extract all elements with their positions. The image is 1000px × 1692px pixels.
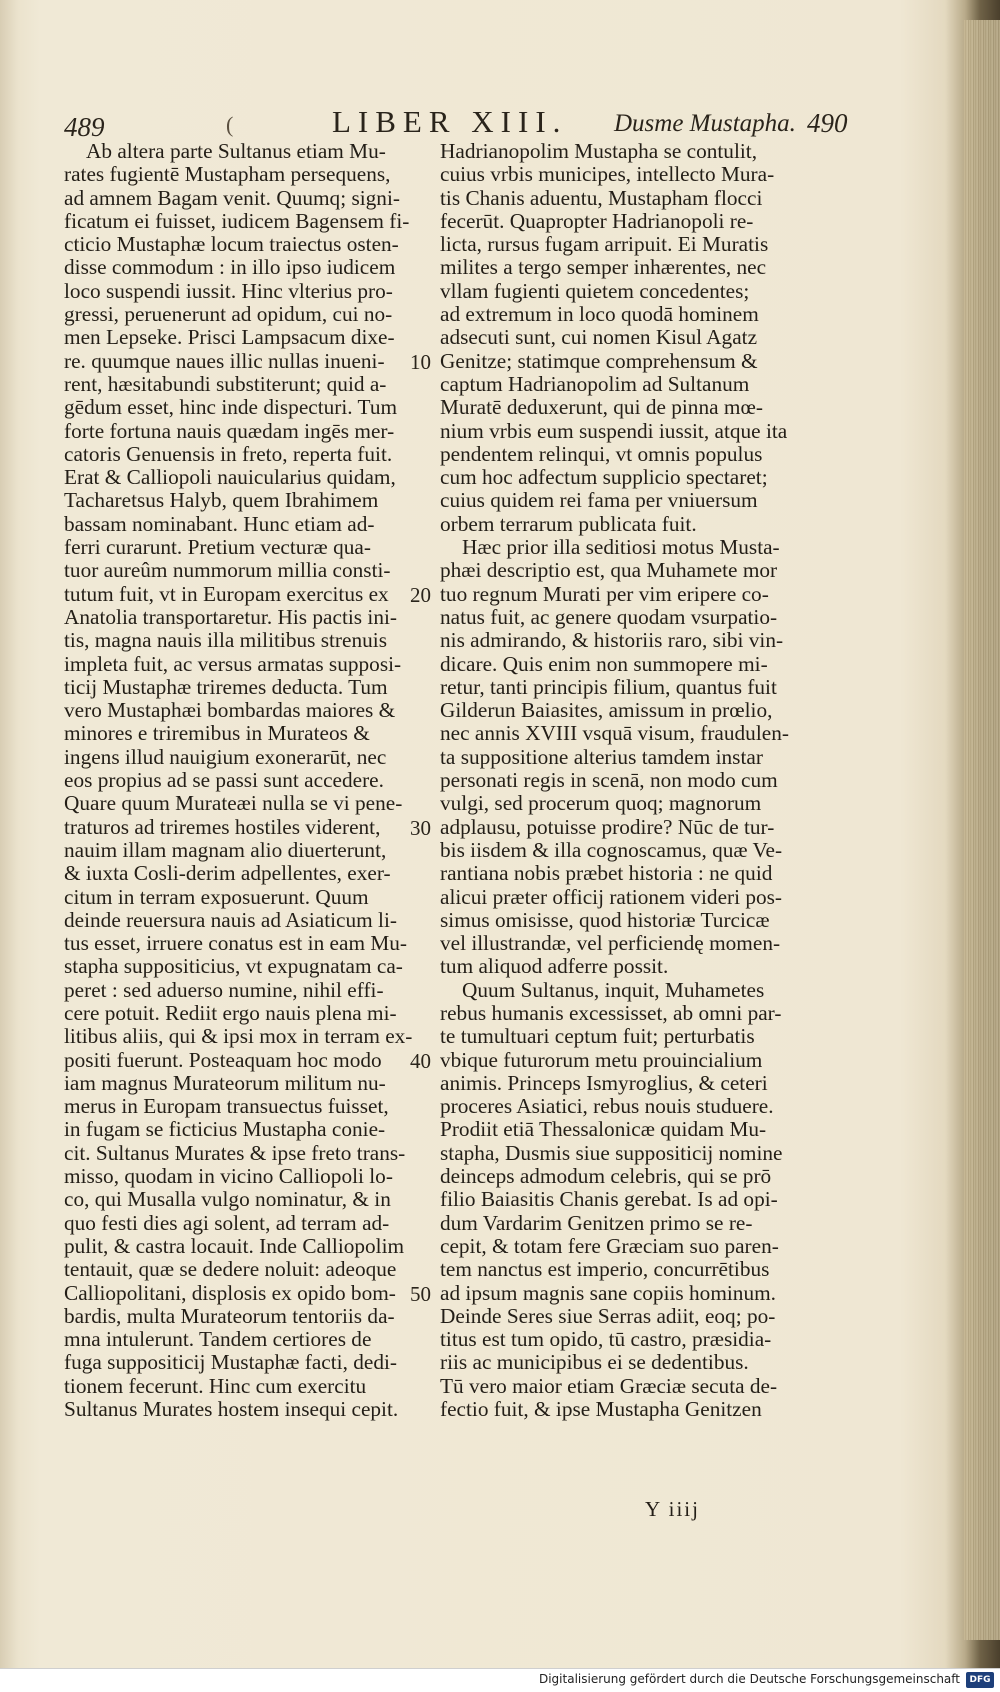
- right-column-text-line: Deinde Seres siue Serras adiit, eoq; po-: [440, 1303, 776, 1328]
- right-column-text-line: rantiana nobis præbet historia : ne quid: [440, 861, 773, 886]
- right-column-text-line: bis iisdem & illa cognoscamus, quæ Ve-: [440, 837, 783, 862]
- left-column-text-line: Sultanus Murates hostem insequi cepit.: [64, 1397, 399, 1422]
- left-column-text-line: mna intulerunt. Tandem certiores de: [64, 1327, 372, 1352]
- right-column-text-line: Genitze; statimque comprehensum &: [440, 348, 758, 373]
- right-column-text-line: ad extremum in loco quodā hominem: [440, 302, 759, 327]
- left-column-text-line: Erat & Calliopoli nauicularius quidam,: [64, 465, 396, 490]
- right-column-text-line: Muratē deduxerunt, qui de pinna mœ-: [440, 395, 763, 420]
- left-column-text-line: ficatum ei fuisset, iudicem Bagensem fi-: [64, 208, 410, 233]
- right-column-text-line: personati regis in scenā, non modo cum: [440, 768, 778, 793]
- right-column-text-line: Gilderun Baiasites, amissum in prœlio,: [440, 698, 773, 723]
- right-column-text-line: animis. Princeps Ismyroglius, & ceteri: [440, 1070, 768, 1095]
- right-column-text-line: titus est tum opido, tū castro, præsidia-: [440, 1327, 772, 1352]
- left-column-text-line: peret : sed aduerso numine, nihil effi-: [64, 977, 384, 1002]
- right-column-text-line: fectio fuit, & ipse Mustapha Genitzen: [440, 1397, 762, 1422]
- left-column-text-line: rates fugientē Mustapham persequens,: [64, 162, 391, 187]
- right-column-text-line: vllam fugienti quietem concedentes;: [440, 278, 750, 303]
- left-column-text-line: Ab altera parte Sultanus etiam Mu-: [86, 139, 386, 163]
- left-column-text-line: tionem fecerunt. Hinc cum exercitu: [64, 1373, 367, 1398]
- right-column-text-line: tis Chanis aduentu, Mustapham flocci: [440, 185, 763, 210]
- left-column-text-line: re. quumque naues illic nullas inueni-: [64, 348, 385, 373]
- right-column-text-line: nec annis XVIII vsquā visum, fraudulen-: [440, 721, 789, 746]
- left-column-text-line: cticio Mustaphæ locum traiectus osten-: [64, 232, 399, 257]
- left-column-text-line: tentauit, quæ se dedere noluit: adeoque: [64, 1257, 397, 1282]
- left-column-text-line: gēdum esset, hinc inde dispecturi. Tum: [64, 395, 398, 420]
- left-column-text-line: vero Mustaphæi bombardas maiores &: [64, 698, 396, 723]
- right-column-text-line: simus omisisse, quod historiæ Turcicæ: [440, 907, 770, 932]
- left-column-text-line: forte fortuna nauis quædam ingēs mer-: [64, 418, 395, 443]
- left-column-text-line: traturos ad triremes hostiles viderent,: [64, 814, 381, 839]
- catchword: Y iiij: [645, 1497, 700, 1521]
- line-number: 30: [410, 815, 431, 840]
- right-column-text-line: tem nanctus est imperio, concurrētibus: [440, 1257, 770, 1282]
- page-edge-stack: [964, 20, 1000, 1640]
- left-column-text-line: rent, hæsitabundi substiterunt; quid a-: [64, 371, 387, 396]
- right-column-text-line: cuius quidem rei fama per vniuersum: [440, 488, 758, 513]
- right-column-text-line: Tū vero maior etiam Græciæ secuta de-: [440, 1373, 778, 1398]
- left-column-text-line: Calliopolitani, displosis ex opido bom-: [64, 1280, 396, 1305]
- right-column-text-line: tuo regnum Murati per vim eripere co-: [440, 581, 769, 606]
- left-column-text-line: disse commodum : in illo ipso iudicem: [64, 255, 396, 280]
- right-column-text-line: rebus humanis excessisset, ab omni par-: [440, 1000, 782, 1025]
- right-column-text-line: milites a tergo semper inhærentes, nec: [440, 255, 767, 280]
- left-column-text-line: tis, magna nauis illa militibus strenuis: [64, 628, 387, 653]
- right-column-text-line: nium vrbis eum suspendi iussit, atque ita: [440, 418, 788, 443]
- right-column-text-line: pendentem relinqui, vt omnis populus: [440, 441, 763, 466]
- line-number: 40: [410, 1048, 431, 1073]
- left-column-text-line: cere potuit. Rediit ergo nauis plena mi-: [64, 1000, 397, 1025]
- right-column-text-line: tum aliquod adferre possit.: [440, 954, 669, 979]
- left-column-text-line: tuor aureûm nummorum millia consti-: [64, 558, 391, 583]
- right-column-text-line: fecerūt. Quapropter Hadrianopoli re-: [440, 208, 754, 233]
- running-subtitle: Dusme Mustapha.: [614, 110, 796, 137]
- right-column-text-line: orbem terrarum publicata fuit.: [440, 511, 697, 536]
- right-column-text-line: stapha, Dusmis siue suppositicij nomine: [440, 1140, 783, 1165]
- left-text-column: [64, 139, 413, 1422]
- dfg-logo: DFG: [966, 1672, 994, 1688]
- line-number: 10: [410, 349, 431, 374]
- right-column-text-line: natus fuit, ac genere quodam vsurpatio-: [440, 604, 778, 629]
- right-column-text-line: te tumultuari ceptum fuit; perturbatis: [440, 1024, 755, 1049]
- running-header: [64, 100, 944, 140]
- left-column-text-line: iam magnus Murateorum militum nu-: [64, 1070, 386, 1095]
- left-column-text-line: loco suspendi iussit. Hinc vlterius pro-: [64, 278, 393, 303]
- left-column-text-line: Tacharetsus Halyb, quem Ibrahimem: [64, 488, 379, 513]
- page-number-left: 489: [64, 112, 105, 142]
- left-column-text-line: pulit, & castra locauit. Inde Calliopolim: [64, 1233, 405, 1258]
- left-column-text-line: co, qui Musalla vulgo nominatur, & in: [64, 1187, 391, 1212]
- right-column-text-line: Hadrianopolim Mustapha se contulit,: [440, 139, 758, 163]
- right-column-text-line: ta suppositione alterius tamdem instar: [440, 744, 763, 769]
- right-column-text-line: licta, rursus fugam arripuit. Ei Muratis: [440, 232, 769, 257]
- right-column-text-line: alicui præter officij rationem videri pos-: [440, 884, 783, 909]
- right-column-text-line: Quum Sultanus, inquit, Muhametes: [462, 977, 765, 1002]
- right-column-text-line: nis admirando, & historiis raro, sibi vin-: [440, 628, 784, 653]
- left-column-text-line: litibus aliis, qui & ipsi mox in terram ex-: [64, 1024, 413, 1049]
- left-column-text-line: bassam nominabant. Hunc etiam ad-: [64, 511, 375, 536]
- left-column-text-line: bardis, multa Murateorum tentoriis da-: [64, 1303, 395, 1328]
- left-column-text-line: men Lepseke. Prisci Lampsacum dixe-: [64, 325, 395, 350]
- right-column-text-line: cum hoc adfectum supplicio spectaret;: [440, 465, 768, 490]
- left-column-text-line: Quare quum Murateæi nulla se vi pene-: [64, 791, 403, 816]
- right-column-text-line: phæi descriptio est, qua Muhamete mor: [440, 558, 778, 583]
- left-column-text-line: nauim illam magnam alio diuerterunt,: [64, 837, 387, 862]
- right-column-text-line: vel illustrandæ, vel perficiendę momen-: [440, 931, 781, 956]
- left-column-text-line: cit. Sultanus Murates & ipse freto trans-: [64, 1140, 406, 1165]
- left-column-text-line: deinde reuersura nauis ad Asiaticum li-: [64, 907, 397, 932]
- digitization-footer: [0, 1668, 1000, 1692]
- right-column-text-line: proceres Asiatici, rebus nouis studuere.: [440, 1094, 774, 1119]
- left-column-text-line: citum in terram exposuerunt. Quum: [64, 884, 369, 909]
- left-column-text-line: merus in Europam transuectus fuisset,: [64, 1094, 389, 1119]
- left-column-text-line: quo festi dies agi solent, ad terram ad-: [64, 1210, 390, 1235]
- line-number: 50: [410, 1281, 431, 1306]
- left-column-text-line: impleta fuit, ac versus armatas supposi-: [64, 651, 402, 676]
- right-column-text-line: cepit, & totam fere Græciam suo paren-: [440, 1233, 779, 1258]
- left-column-text-line: ad amnem Bagam venit. Quumq; signi-: [64, 185, 400, 210]
- left-column-text-line: stapha suppositicius, vt expugnatam ca-: [64, 954, 403, 979]
- left-column-text-line: & iuxta Cosli-derim adpellentes, exer-: [64, 861, 391, 886]
- left-column-text-line: fuga suppositicij Mustaphæ facti, dedi-: [64, 1350, 398, 1375]
- left-column-text-line: ferri curarunt. Pretium vecturæ qua-: [64, 535, 371, 560]
- right-column-text-line: Hæc prior illa seditiosi motus Musta-: [462, 535, 780, 560]
- footer-credit: Digitalisierung gefördert durch die Deutsche Forschungsgemeinschaft: [538, 1672, 960, 1686]
- left-column-text-line: minores e triremibus in Murateos &: [64, 721, 370, 746]
- left-column-text-line: in fugam se ficticius Mustapha conie-: [64, 1117, 386, 1142]
- left-column-text-line: eos propius ad se passi sunt accedere.: [64, 768, 384, 793]
- left-column-text-line: tus esset, irruere conatus est in eam Mu-: [64, 931, 408, 956]
- left-column-text-line: misso, quodam in vicino Calliopoli lo-: [64, 1164, 393, 1189]
- right-column-text-line: adplausu, potuisse prodire? Nūc de tur-: [440, 814, 775, 839]
- right-column-text-line: vbique futurorum metu prouincialium: [440, 1047, 763, 1072]
- right-column-text-line: ad ipsum magnis sane copiis hominum.: [440, 1280, 776, 1305]
- header-mark: (: [226, 112, 234, 137]
- right-column-text-line: riis ac municipibus ei se dedentibus.: [440, 1350, 749, 1375]
- page-number-right: 490: [807, 108, 848, 138]
- right-column-text-line: deinceps admodum celebris, qui se prō: [440, 1164, 772, 1189]
- right-column-text-line: dicare. Quis enim non summopere mi-: [440, 651, 768, 676]
- left-column-text-line: ingens illud nauigium exonerarūt, nec: [64, 744, 387, 769]
- left-column-text-line: tutum fuit, vt in Europam exercitus ex: [64, 581, 389, 606]
- left-column-text-line: gressi, peruenerunt ad opidum, cui no-: [64, 302, 393, 327]
- right-column-text-line: dum Vardarim Genitzen primo se re-: [440, 1210, 753, 1235]
- right-column-text-line: Prodiit etiā Thessalonicæ quidam Mu-: [440, 1117, 767, 1142]
- line-number: 20: [410, 582, 431, 607]
- left-column-text-line: catoris Genuensis in freto, reperta fuit.: [64, 441, 393, 466]
- right-column-text-line: filio Baiasitis Chanis gerebat. Is ad opi-: [440, 1187, 778, 1212]
- running-title: LIBER XIII.: [332, 104, 568, 139]
- right-text-column: [440, 139, 789, 1422]
- right-column-text-line: vulgi, sed procerum quoq; magnorum: [440, 791, 762, 816]
- right-column-text-line: retur, tanti principis filium, quantus fuit: [440, 674, 777, 699]
- left-column-text-line: Anatolia transportaretur. His pactis ini-: [64, 604, 397, 629]
- left-column-text-line: positi fuerunt. Posteaquam hoc modo: [64, 1047, 382, 1072]
- right-column-text-line: captum Hadrianopolim ad Sultanum: [440, 371, 750, 396]
- right-column-text-line: adsecuti sunt, cui nomen Kisul Agatz: [440, 325, 758, 350]
- left-column-text-line: ticij Mustaphæ triremes deducta. Tum: [64, 674, 388, 699]
- right-column-text-line: cuius vrbis municipes, intellecto Mura-: [440, 162, 775, 187]
